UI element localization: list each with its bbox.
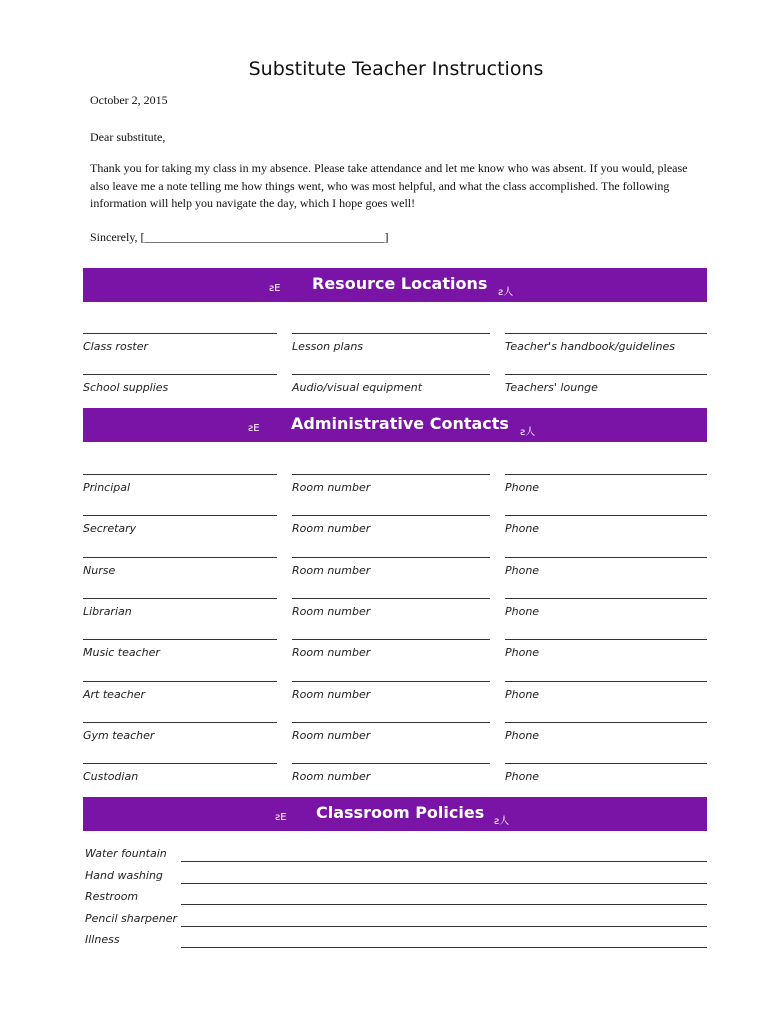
page-title: Substitute Teacher Instructions [248, 58, 544, 80]
contact-field-room[interactable] [292, 639, 490, 659]
contact-field-role[interactable] [83, 763, 277, 783]
letter-date: October 2, 2015 [90, 93, 168, 107]
banner-decoration-right: ƨ人 [498, 287, 514, 298]
field-label: Principal [83, 481, 131, 494]
field-label: Phone [505, 728, 540, 742]
field-label: Phone [505, 770, 540, 784]
field-label: School supplies [83, 381, 169, 394]
contact-field-phone[interactable] [505, 515, 707, 535]
contact-field-phone[interactable] [505, 474, 707, 494]
resource-locations-banner [83, 268, 707, 302]
contact-field-phone[interactable] [505, 722, 707, 742]
field-label: Phone [505, 522, 540, 536]
field-label: Teachers' lounge [505, 381, 598, 394]
field-label: Room number [292, 770, 371, 784]
resource-field-lesson-plans[interactable] [292, 333, 490, 353]
contact-field-phone[interactable] [505, 598, 707, 618]
resource-locations-title: Resource Locations [312, 274, 488, 293]
contact-field-phone[interactable] [505, 763, 707, 783]
banner-decoration-right: ƨ人 [494, 816, 510, 827]
field-label: Phone [505, 687, 540, 701]
resource-field-av-equipment[interactable] [292, 374, 490, 394]
field-label: Librarian [83, 604, 132, 618]
policy-label: Illness [85, 933, 120, 946]
policy-label: Restroom [85, 890, 139, 903]
field-label: Room number [292, 646, 371, 660]
banner-decoration-left: ƨE [275, 812, 287, 823]
field-label: Lesson plans [292, 340, 364, 353]
contact-field-role[interactable] [83, 474, 277, 494]
field-label: Class roster [83, 340, 149, 353]
classroom-policies-banner [83, 797, 707, 831]
contact-field-phone[interactable] [505, 557, 707, 577]
contact-field-role[interactable] [83, 681, 277, 701]
administrative-contacts-banner [83, 408, 707, 442]
policy-label: Pencil sharpener [85, 911, 178, 925]
contact-field-role[interactable] [83, 639, 277, 659]
field-label: Room number [292, 563, 371, 577]
resource-field-school-supplies[interactable] [83, 374, 277, 394]
field-label: Gym teacher [83, 728, 155, 742]
field-label: Secretary [83, 522, 137, 536]
field-label: Nurse [83, 563, 116, 577]
policy-answer-line[interactable] [181, 904, 707, 905]
letter-greeting: Dear substitute, [90, 130, 166, 144]
policy-answer-line[interactable] [181, 947, 707, 948]
resource-field-teachers-handbook[interactable] [505, 333, 707, 353]
letter-body: Thank you for taking my class in my absence. Please take attendance and let me know who was absent. If you would, please also leave me a note telling me how things went, who was most helpful, and what the class accomplished. The following information will help you navigate the day, which I hope goes well! [90, 161, 688, 210]
field-label: Teacher's handbook/guidelines [505, 340, 675, 353]
contact-field-role[interactable] [83, 515, 277, 535]
contact-field-role[interactable] [83, 557, 277, 577]
policy-answer-line[interactable] [181, 861, 707, 862]
field-label: Phone [505, 604, 540, 618]
banner-decoration-left: ƨE [269, 283, 281, 294]
contact-field-role[interactable] [83, 722, 277, 742]
policy-label: Hand washing [85, 868, 163, 882]
contact-field-role[interactable] [83, 598, 277, 618]
contact-field-room[interactable] [292, 557, 490, 577]
field-label: Room number [292, 481, 371, 494]
field-label: Phone [505, 563, 540, 577]
policy-answer-line[interactable] [181, 926, 707, 927]
field-label: Room number [292, 522, 371, 536]
field-label: Custodian [83, 770, 139, 784]
contact-field-room[interactable] [292, 515, 490, 535]
contact-field-room[interactable] [292, 763, 490, 783]
contact-field-room[interactable] [292, 598, 490, 618]
contact-field-phone[interactable] [505, 681, 707, 701]
letter-signoff: Sincerely, [________________________________________] [90, 230, 389, 244]
field-label: Room number [292, 728, 371, 742]
classroom-policies-title: Classroom Policies [316, 803, 485, 822]
resource-field-teachers-lounge[interactable] [505, 374, 707, 394]
field-label: Room number [292, 604, 371, 618]
contact-field-room[interactable] [292, 681, 490, 701]
banner-decoration-right: ƨ人 [520, 427, 536, 438]
contact-field-room[interactable] [292, 474, 490, 494]
field-label: Room number [292, 687, 371, 701]
field-label: Music teacher [83, 646, 160, 660]
contact-field-room[interactable] [292, 722, 490, 742]
contact-field-phone[interactable] [505, 639, 707, 659]
banner-decoration-left: ƨE [248, 423, 260, 434]
resource-field-class-roster[interactable] [83, 333, 277, 353]
administrative-contacts-title: Administrative Contacts [291, 414, 509, 433]
policy-answer-line[interactable] [181, 883, 707, 884]
policy-label: Water fountain [85, 847, 167, 860]
field-label: Phone [505, 481, 540, 494]
field-label: Audio/visual equipment [292, 381, 423, 394]
field-label: Art teacher [83, 687, 145, 701]
field-label: Phone [505, 646, 540, 660]
